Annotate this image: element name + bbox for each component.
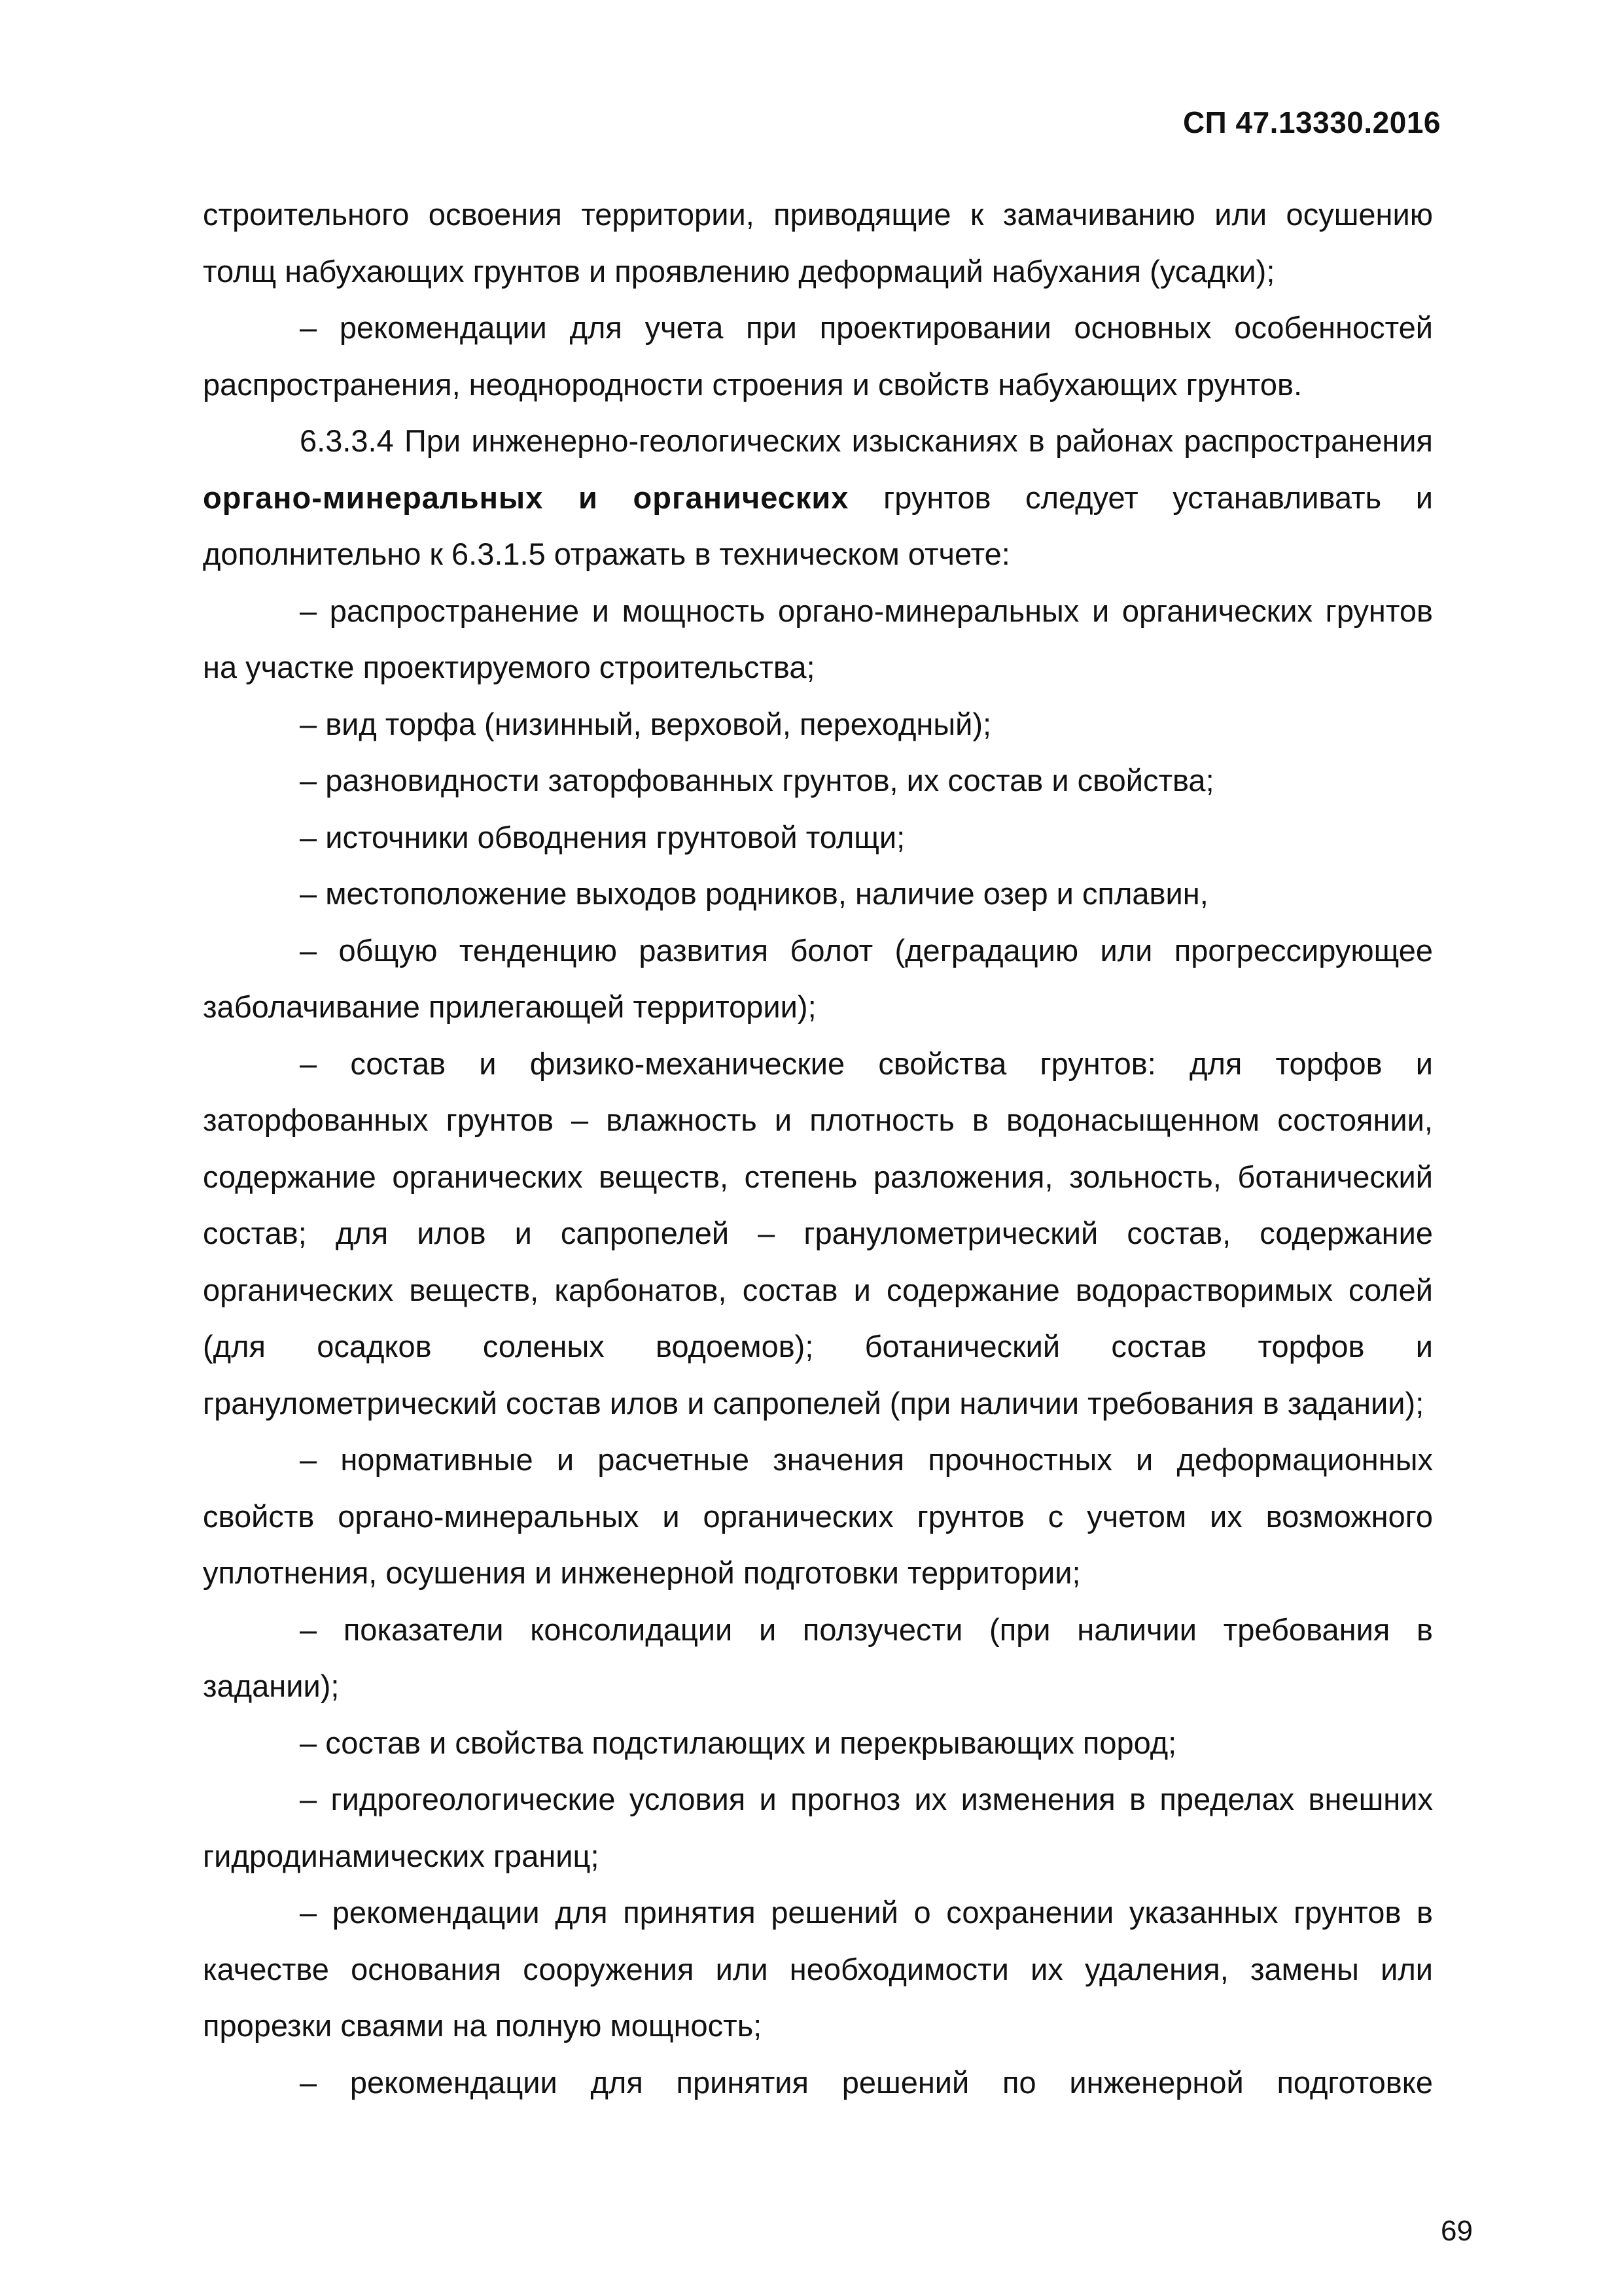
list-item: – общую тенденцию развития болот (деградацию или прогрессирующее заболачивание прилегающей территории); (203, 932, 1433, 1024)
list-item: – рекомендации для учета при проектировании основных особенностей распространения, неоднородности строения и свойств набухающих грунтов. (203, 310, 1433, 402)
list-item-continued: – рекомендации для принятия решений по инженерной подготовке (300, 2064, 1433, 2100)
list-item: – местоположение выходов родников, наличие озер и сплавин, (300, 876, 1208, 911)
list-item: – показатели консолидации и ползучести (при наличии требования в задании); (203, 1612, 1433, 1703)
document-code-header: СП 47.13330.2016 (1182, 105, 1441, 139)
list-item: – состав и физико-механические свойства грунтов: для торфов и заторфованных грунтов – влажность и плотность в водонасыщенном состоянии, содержание органических веществ, степень разложения, зольность, ботанический состав; для илов и сапропелей – гранулометрический состав, содержание органических веществ, карбонатов, состав и содержание водорастворимых солей (для осадков соленых водоемов); ботанический состав торфов и гранулометрический состав илов и сапропелей (при наличии требования в задании); (203, 1046, 1433, 1421)
page-number: 69 (1441, 2215, 1473, 2247)
bold-term: органо-минеральных и органических (203, 480, 849, 515)
list-item: – нормативные и расчетные значения прочностных и деформационных свойств органо-минеральных и органических грунтов с учетом их возможного уплотнения, осушения и инженерной подготовки территории; (203, 1442, 1433, 1590)
list-item: – вид торфа (низинный, верховой, переходный); (300, 706, 992, 741)
document-body (203, 186, 1433, 2111)
paragraph-continuation: строительного освоения территории, приводящие к замачиванию или осушению толщ набухающих грунтов и проявлению деформаций набухания (усадки); (203, 197, 1433, 289)
paragraph-text-tail: грунтов следует устанавливать и дополнительно к 6.3.1.5 отражать в техническом отчете: (203, 480, 1433, 571)
list-item: – разновидности заторфованных грунтов, их состав и свойства; (300, 763, 1214, 798)
list-item: – распространение и мощность органо-минеральных и органических грунтов на участке проектируемого строительства; (203, 593, 1433, 684)
list-item: – состав и свойства подстилающих и перекрывающих пород; (300, 1725, 1177, 1760)
paragraph-text-lead: 6.3.3.4 При инженерно-геологических изысканиях в районах распространения (300, 423, 1433, 458)
section-6-3-3-4-paragraph (203, 413, 1433, 583)
list-item: – гидрогеологические условия и прогноз их изменения в пределах внешних гидродинамических границ; (203, 1782, 1433, 1873)
list-item: – источники обводнения грунтовой толщи; (300, 819, 906, 855)
list-item: – рекомендации для принятия решений о сохранении указанных грунтов в качестве основания сооружения или необходимости их удаления, замены или прорезки сваями на полную мощность; (203, 1895, 1433, 2043)
